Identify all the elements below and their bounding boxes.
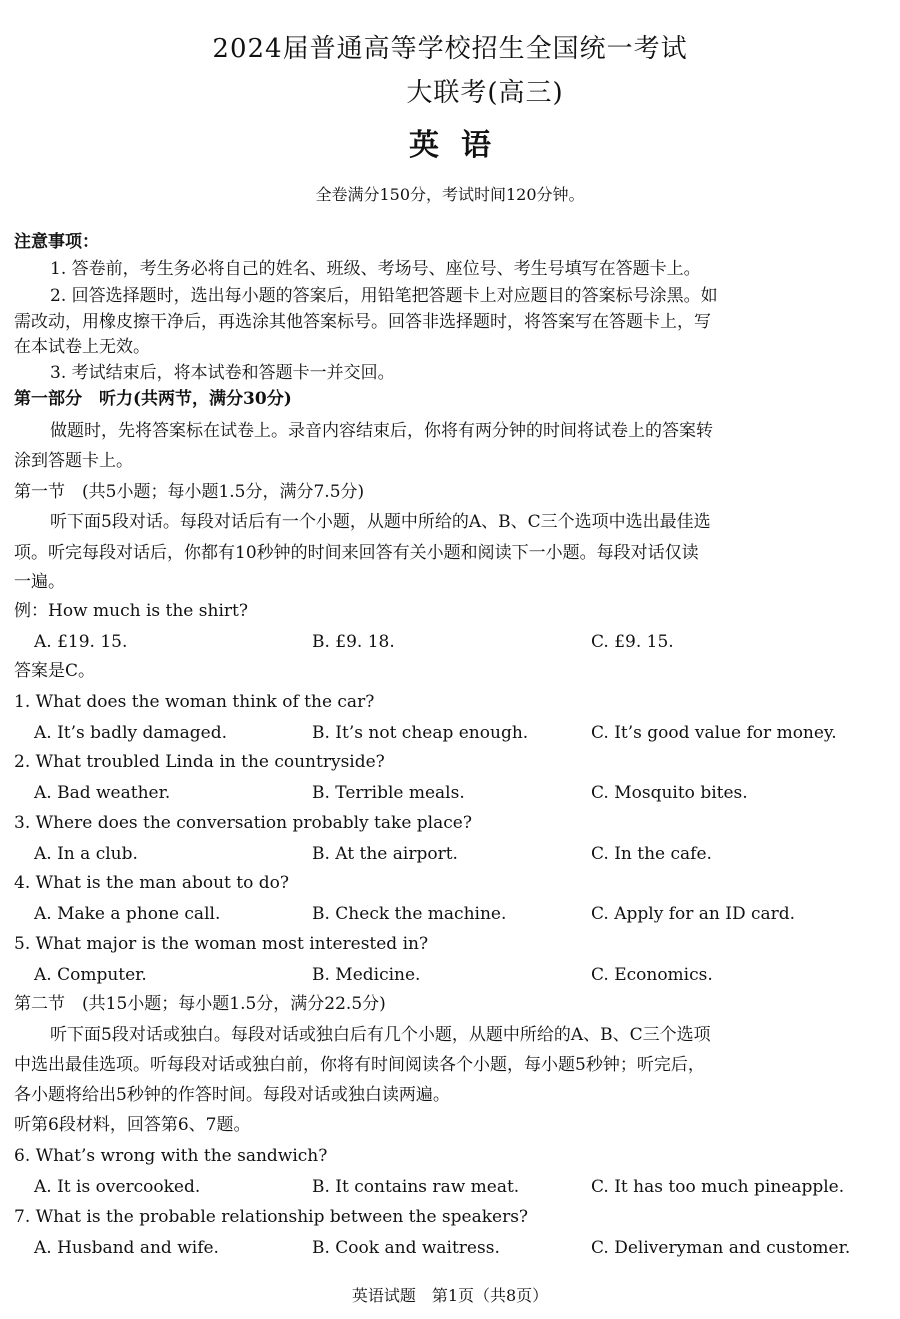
example-question: 例：How much is the shirt? <box>14 601 248 621</box>
note-item-3: 3. 考试结束后，将本试卷和答题卡一并交回。 <box>50 363 395 383</box>
question-1-option-c: C. It’s good value for money. <box>591 723 837 743</box>
question-6-option-b: B. It contains raw meat. <box>312 1177 520 1197</box>
question-6-option-a: A. It is overcooked. <box>34 1177 201 1197</box>
exam-title: 2024届普通高等学校招生全国统一考试 <box>212 34 688 64</box>
section2-intro-line1: 听下面5段对话或独白。每段对话或独白后有几个小题，从题中所给的A、B、C三个选项 <box>50 1025 711 1045</box>
question-3-option-c: C. In the cafe. <box>591 844 712 864</box>
question-5-option-c: C. Economics. <box>591 965 713 985</box>
question-3-option-a: A. In a club. <box>34 844 138 864</box>
question-5-option-b: B. Medicine. <box>312 965 421 985</box>
subject-title: 英语 <box>409 128 513 163</box>
example-option-b: B. £9. 18. <box>312 632 395 652</box>
part1-heading: 第一部分 听力(共两节，满分30分) <box>14 389 292 409</box>
question-4-option-a: A. Make a phone call. <box>34 904 221 924</box>
question-2-option-a: A. Bad weather. <box>34 783 171 803</box>
note-item-1: 1. 答卷前，考生务必将自己的姓名、班级、考场号、座位号、考生号填写在答题卡上。 <box>50 259 701 279</box>
note-item-2-line3: 在本试卷上无效。 <box>14 337 150 357</box>
question-4: 4. What is the man about to do? <box>14 873 289 893</box>
exam-meta: 全卷满分150分，考试时间120分钟。 <box>315 185 585 204</box>
section1-heading: 第一节 (共5小题；每小题1.5分，满分7.5分) <box>14 482 365 502</box>
note-item-2-line2: 需改动，用橡皮擦干净后，再选涂其他答案标号。回答非选择题时，将答案写在答题卡上，写 <box>14 312 711 332</box>
example-option-c: C. £9. 15. <box>591 632 674 652</box>
part1-intro-line1: 做题时，先将答案标在试卷上。录音内容结束后，你将有两分钟的时间将试卷上的答案转 <box>50 421 713 441</box>
section1-intro-line1: 听下面5段对话。每段对话后有一个小题，从题中所给的A、B、C三个选项中选出最佳选 <box>50 512 711 532</box>
note-item-2-line1: 2. 回答选择题时，选出每小题的答案后，用铅笔把答题卡上对应题目的答案标号涂黑。如 <box>50 286 718 306</box>
section1-intro-line3: 一遍。 <box>14 572 65 592</box>
section2-intro-line3: 各小题将给出5秒钟的作答时间。每段对话或独白读两遍。 <box>14 1085 450 1105</box>
question-6-option-c: C. It has too much pineapple. <box>591 1177 845 1197</box>
example-option-a: A. £19. 15. <box>34 632 128 652</box>
question-4-option-b: B. Check the machine. <box>312 904 507 924</box>
question-7-option-a: A. Husband and wife. <box>34 1238 219 1258</box>
question-1: 1. What does the woman think of the car? <box>14 692 375 712</box>
question-7-option-c: C. Deliveryman and customer. <box>591 1238 851 1258</box>
question-5-option-a: A. Computer. <box>34 965 147 985</box>
question-4-option-c: C. Apply for an ID card. <box>591 904 796 924</box>
question-5: 5. What major is the woman most interested in? <box>14 934 429 954</box>
material-6-instruction: 听第6段材料，回答第6、7题。 <box>14 1115 251 1135</box>
section2-intro-line2: 中选出最佳选项。听每段对话或独白前，你将有时间阅读各个小题，每小题5秒钟；听完后， <box>14 1055 705 1075</box>
section2-heading: 第二节 (共15小题；每小题1.5分，满分22.5分) <box>14 994 386 1014</box>
notes-heading: 注意事项： <box>14 232 99 252</box>
question-3-option-b: B. At the airport. <box>312 844 458 864</box>
question-2: 2. What troubled Linda in the countryside? <box>14 752 385 772</box>
example-answer: 答案是C。 <box>14 661 96 681</box>
section1-intro-line2: 项。听完每段对话后，你都有10秒钟的时间来回答有关小题和阅读下一小题。每段对话仅读 <box>14 543 699 563</box>
question-1-option-a: A. It’s badly damaged. <box>34 723 228 743</box>
question-1-option-b: B. It’s not cheap enough. <box>312 723 529 743</box>
question-2-option-b: B. Terrible meals. <box>312 783 465 803</box>
page-footer: 英语试题 第1页（共8页） <box>351 1286 549 1305</box>
question-3: 3. Where does the conversation probably take place? <box>14 813 472 833</box>
question-2-option-c: C. Mosquito bites. <box>591 783 748 803</box>
question-6: 6. What’s wrong with the sandwich? <box>14 1146 328 1166</box>
question-7-option-b: B. Cook and waitress. <box>312 1238 500 1258</box>
exam-subtitle: 大联考(高三) <box>406 78 564 108</box>
part1-intro-line2: 涂到答题卡上。 <box>14 451 133 471</box>
question-7: 7. What is the probable relationship between the speakers? <box>14 1207 529 1227</box>
